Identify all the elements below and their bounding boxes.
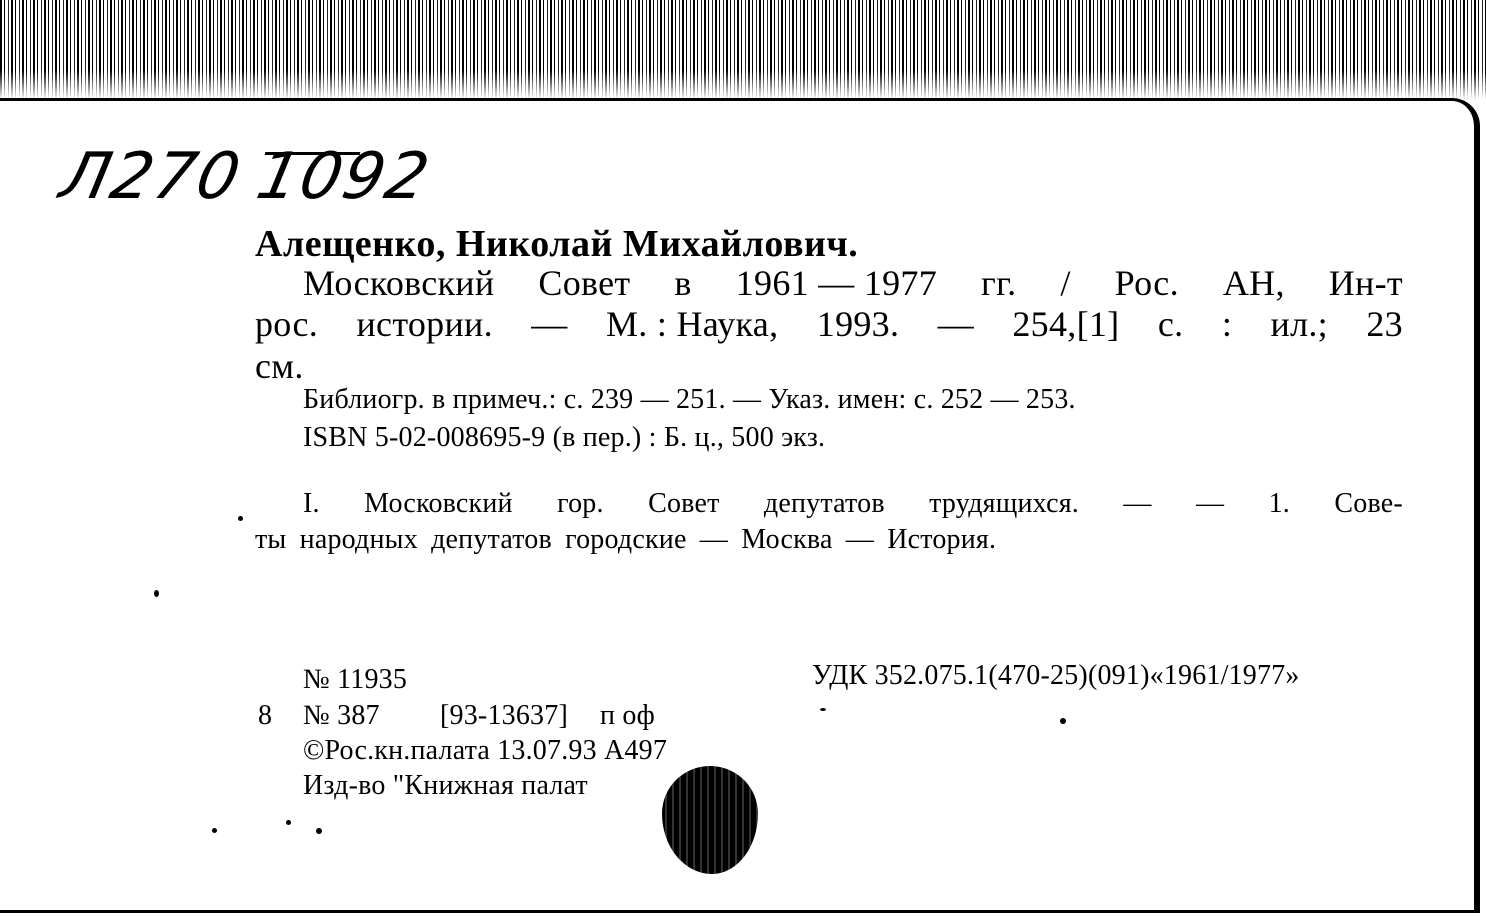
title-word: в [674, 263, 692, 303]
title-word: ил.; [1270, 304, 1328, 344]
card-number: № 387 [303, 700, 380, 731]
title-word: 23 [1366, 304, 1403, 344]
publisher-line: Изд-во "Книжная палат [303, 770, 588, 801]
title-word: Ин-т [1328, 263, 1403, 303]
scan-speck [820, 708, 826, 711]
order-number: [93-13637] [440, 700, 568, 731]
title-word: Рос. [1114, 263, 1179, 303]
title-line-2 [255, 303, 1403, 345]
subject-word: I. [303, 488, 320, 519]
udc-classification: УДК 352.075.1(470-25)(091)«1961/1977» [812, 660, 1300, 691]
title-line-3 [255, 345, 304, 387]
scan-speck [1060, 718, 1066, 724]
title-word: 1961 — 1977 [735, 263, 938, 303]
title-word: см. [255, 346, 304, 386]
isbn-line: ISBN 5-02-008695-9 (в пер.) : Б. ц., 500 экз. [303, 422, 826, 453]
handwritten-call-number [54, 140, 437, 214]
title-word: АН, [1222, 263, 1285, 303]
subject-word: трудящихся. [929, 488, 1079, 519]
subject-word: — [1196, 488, 1225, 519]
scan-speck [316, 828, 322, 834]
subject-word: — [1123, 488, 1152, 519]
title-line-1 [303, 262, 1403, 304]
title-word: с. [1157, 304, 1184, 344]
title-word: рос. [255, 304, 319, 344]
copyright-line: ©Рос.кн.палата 13.07.93 А497 [303, 735, 668, 766]
title-word: — [937, 304, 974, 344]
subject-word: гор. [557, 488, 604, 519]
title-word: : [1221, 304, 1233, 344]
call-number-part1: Л270 [54, 140, 249, 214]
scan-speck [212, 828, 217, 833]
subjects-line-2: ты народных депутатов городские — Москва — История. [255, 524, 997, 555]
subject-word: 1. [1268, 488, 1291, 519]
bibliography-note: Библиогр. в примеч.: с. 239 — 251. — Указ. имен: с. 252 — 253. [303, 384, 1076, 415]
subjects-line-1 [303, 488, 1403, 520]
title-word: — [531, 304, 568, 344]
title-word: гг. [981, 263, 1017, 303]
subject-word: депутатов [763, 488, 885, 519]
title-word: истории. [356, 304, 493, 344]
title-word: Совет [538, 263, 631, 303]
order-suffix: п оф [600, 700, 655, 731]
scan-speck [286, 820, 291, 825]
title-word: 254,[1] [1012, 304, 1120, 344]
scan-speck [154, 590, 159, 597]
title-word: 1993. [816, 304, 900, 344]
title-word: / [1060, 263, 1071, 303]
subject-word: Сове- [1334, 488, 1403, 519]
subject-word: Московский [364, 488, 513, 519]
card-count-digit: 8 [258, 700, 273, 731]
title-word: М. : Наука, [606, 304, 779, 344]
scan-edge-band [0, 0, 1486, 100]
title-word: Московский [303, 263, 495, 303]
author-heading: Алещенко, Николай Михайлович. [255, 223, 859, 265]
inventory-number: № 11935 [303, 664, 408, 695]
subject-word: Совет [648, 488, 720, 519]
scan-speck [238, 516, 243, 521]
call-number-part2: 1092 [250, 140, 438, 214]
